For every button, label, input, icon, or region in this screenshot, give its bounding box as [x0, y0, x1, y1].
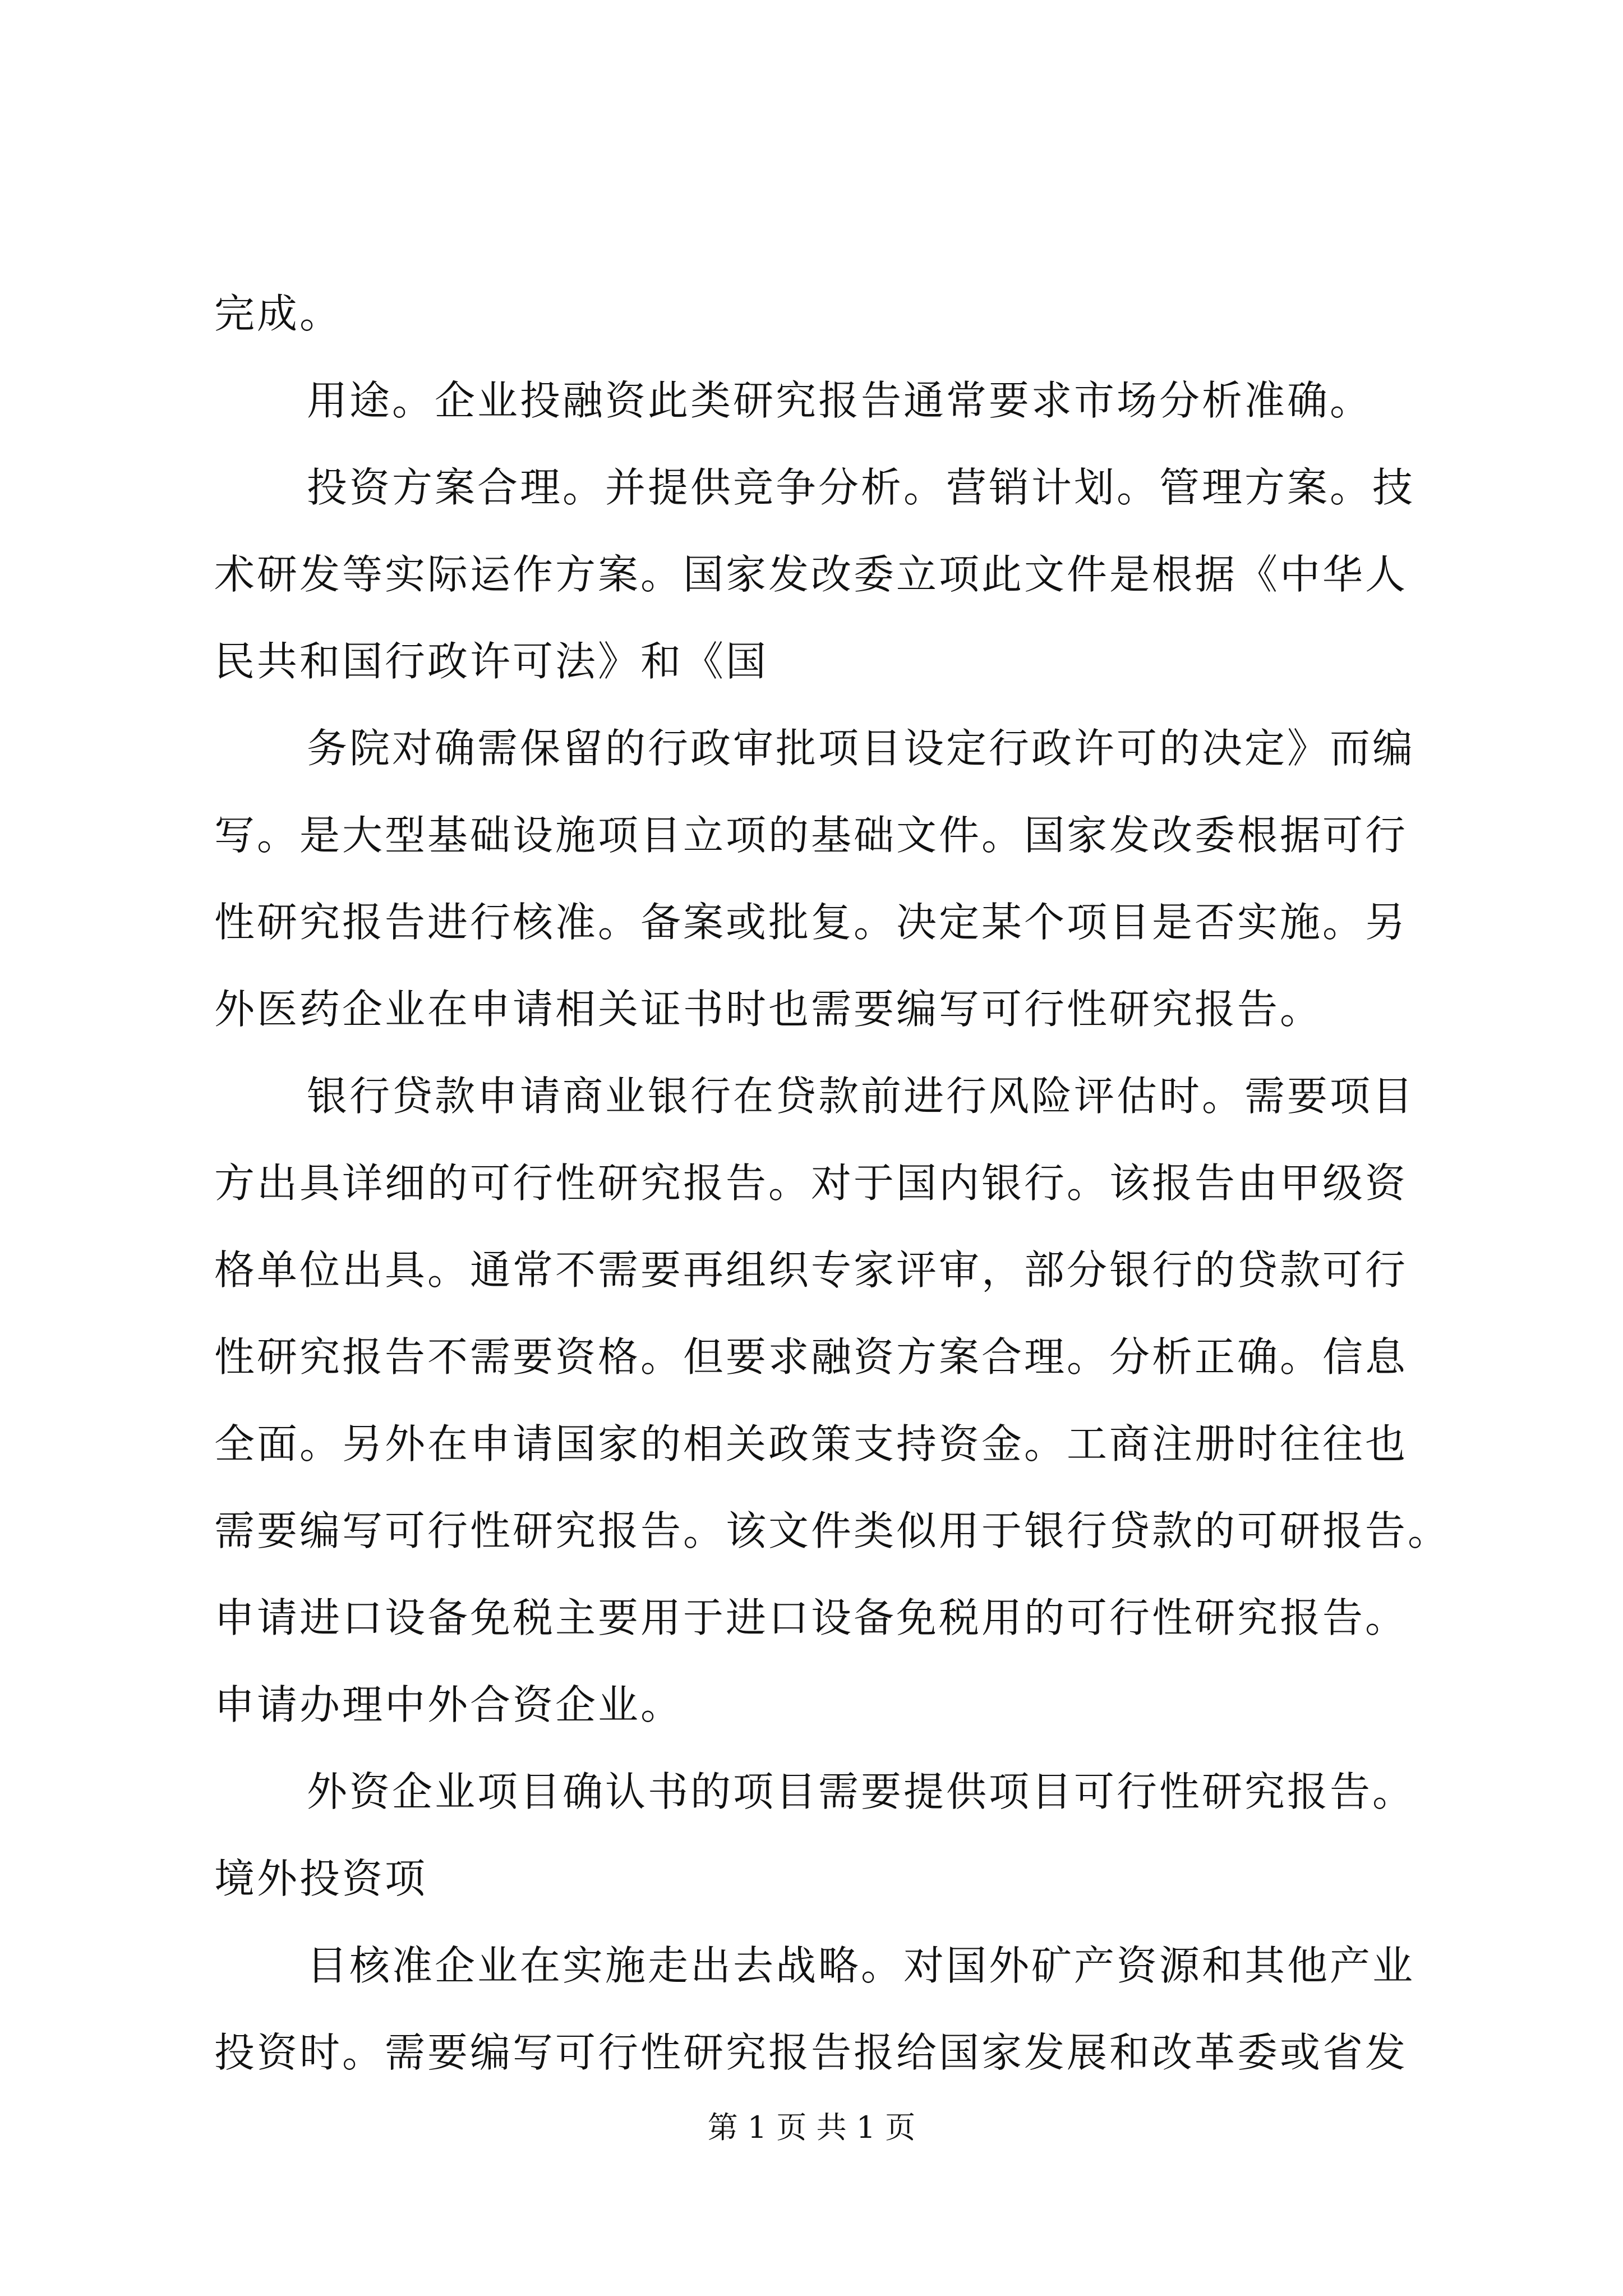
text-line: 民共和国行政许可法》和《国	[214, 638, 769, 685]
text-line: 方出具详细的可行性研究报告。对于国内银行。该报告由甲级资	[214, 1159, 1408, 1207]
text-line: 需要编写可行性研究报告。该文件类似用于银行贷款的可研报告。	[214, 1507, 1451, 1554]
text-line: 外医药企业在申请相关证书时也需要编写可行性研究报告。	[214, 986, 1323, 1033]
text-line: 性研究报告不需要资格。但要求融资方案合理。分析正确。信息	[214, 1333, 1408, 1381]
text-line: 术研发等实际运作方案。国家发改委立项此文件是根据《中华人	[214, 551, 1408, 598]
text-line: 境外投资项	[214, 1855, 428, 1902]
text-line: 完成。	[214, 290, 343, 337]
text-line: 投资方案合理。并提供竞争分析。营销计划。管理方案。技	[307, 464, 1415, 511]
document-body	[214, 270, 1451, 2096]
text-line: 申请办理中外合资企业。	[214, 1681, 684, 1728]
text-line: 外资企业项目确认书的项目需要提供项目可行性研究报告。	[307, 1768, 1415, 1815]
text-line: 目核准企业在实施走出去战略。对国外矿产资源和其他产业	[307, 1942, 1415, 1989]
text-line: 全面。另外在申请国家的相关政策支持资金。工商注册时往往也	[214, 1420, 1408, 1467]
text-line: 务院对确需保留的行政审批项目设定行政许可的决定》而编	[307, 725, 1415, 772]
text-line: 银行贷款申请商业银行在贷款前进行风险评估时。需要项目	[307, 1073, 1415, 1120]
page-footer	[0, 2108, 1623, 2147]
text-line: 申请进口设备免税主要用于进口设备免税用的可行性研究报告。	[214, 1594, 1408, 1641]
page-number-label: 第 1 页 共 1 页	[707, 2110, 916, 2145]
text-line: 用途。企业投融资此类研究报告通常要求市场分析准确。	[307, 377, 1373, 424]
text-line: 写。是大型基础设施项目立项的基础文件。国家发改委根据可行	[214, 812, 1408, 859]
text-line: 投资时。需要编写可行性研究报告报给国家发展和改革委或省发	[214, 2029, 1408, 2076]
text-line: 格单位出具。通常不需要再组织专家评审，部分银行的贷款可行	[214, 1246, 1408, 1294]
text-line: 性研究报告进行核准。备案或批复。决定某个项目是否实施。另	[214, 899, 1408, 946]
